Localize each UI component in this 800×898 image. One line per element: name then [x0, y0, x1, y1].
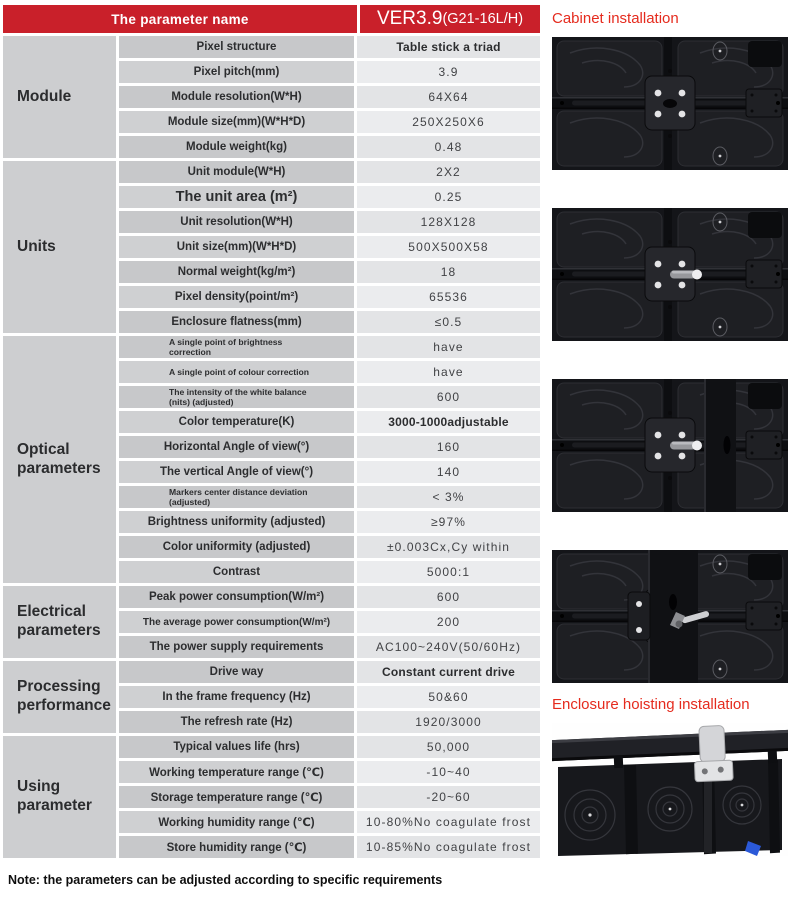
param-label: Color uniformity (adjusted) [119, 536, 354, 558]
table-row [119, 661, 540, 683]
param-value: ≥97% [357, 511, 540, 533]
table-row [119, 511, 540, 533]
table-row [119, 61, 540, 83]
table-row [119, 736, 540, 758]
section-optical-parameters [3, 336, 540, 583]
param-value: 1920/3000 [357, 711, 540, 733]
installation-panel [552, 10, 788, 894]
table-row [119, 286, 540, 308]
param-label: In the frame frequency (Hz) [119, 686, 354, 708]
table-row [119, 836, 540, 858]
table-row [119, 186, 540, 208]
param-label: Pixel structure [119, 36, 354, 58]
table-row [119, 536, 540, 558]
param-label: Unit size(mm)(W*H*D) [119, 236, 354, 258]
table-row [119, 761, 540, 783]
header-parameter-name: The parameter name [3, 5, 357, 33]
table-row [119, 436, 540, 458]
section-processing-performance [3, 661, 540, 733]
param-value: -20~60 [357, 786, 540, 808]
table-row [119, 261, 540, 283]
param-value: 128X128 [357, 211, 540, 233]
param-label: Color temperature(K) [119, 411, 354, 433]
cabinet-photo-1 [552, 37, 788, 170]
table-row [119, 811, 540, 833]
param-value: 5000:1 [357, 561, 540, 583]
param-value: 0.25 [357, 186, 540, 208]
param-value: 500X500X58 [357, 236, 540, 258]
category-label: Module [3, 36, 116, 158]
cabinet-photo-4 [552, 550, 788, 683]
table-row [119, 311, 540, 333]
param-value: 600 [357, 586, 540, 608]
header-model [360, 5, 540, 33]
category-label: Electrical parameters [3, 586, 116, 658]
param-value: 2X2 [357, 161, 540, 183]
table-row [119, 486, 540, 508]
param-label: The refresh rate (Hz) [119, 711, 354, 733]
param-label: Storage temperature range (℃) [119, 786, 354, 808]
param-label: Unit module(W*H) [119, 161, 354, 183]
param-label: Pixel pitch(mm) [119, 61, 354, 83]
param-value: 3.9 [357, 61, 540, 83]
category-label: Optical parameters [3, 336, 116, 583]
param-value: ≤0.5 [357, 311, 540, 333]
cabinet-installation-title: Cabinet installation [552, 10, 679, 27]
param-value: have [357, 336, 540, 358]
param-label: The average power consumption(W/m²) [119, 611, 354, 633]
table-row [119, 636, 540, 658]
table-row [119, 411, 540, 433]
param-value: 10-85%No coagulate frost [357, 836, 540, 858]
param-label: Drive way [119, 661, 354, 683]
model-version: VER3.9 [376, 8, 443, 29]
param-label: Contrast [119, 561, 354, 583]
param-label: Peak power consumption(W/m²) [119, 586, 354, 608]
section-units [3, 161, 540, 333]
table-row [119, 361, 540, 383]
table-row [119, 36, 540, 58]
spec-table [3, 5, 540, 887]
param-label: Enclosure flatness(mm) [119, 311, 354, 333]
param-label: Pixel density(point/m²) [119, 286, 354, 308]
table-row [119, 786, 540, 808]
table-row [119, 236, 540, 258]
table-row [119, 211, 540, 233]
table-body [3, 36, 540, 858]
table-row [119, 161, 540, 183]
model-code: (G21-16L/H) [442, 11, 524, 27]
table-row [119, 711, 540, 733]
section-electrical-parameters [3, 586, 540, 658]
table-row [119, 111, 540, 133]
param-label: Working temperature range (℃) [119, 761, 354, 783]
param-label: Store humidity range (℃) [119, 836, 354, 858]
table-row [119, 586, 540, 608]
param-value: Constant current drive [357, 661, 540, 683]
table-header [3, 5, 540, 33]
section-module [3, 36, 540, 158]
hoisting-photo [552, 723, 788, 856]
param-value: < 3% [357, 486, 540, 508]
param-label: Normal weight(kg/m²) [119, 261, 354, 283]
param-label: The power supply requirements [119, 636, 354, 658]
table-row [119, 686, 540, 708]
category-label: Units [3, 161, 116, 333]
cabinet-photo-2 [552, 208, 788, 341]
section-using-parameter [3, 736, 540, 858]
param-label: A single point of brightness correction [119, 336, 354, 358]
param-label: Unit resolution(W*H) [119, 211, 354, 233]
param-value: 18 [357, 261, 540, 283]
param-label: The intensity of the white balance (nits) (adjusted) [119, 386, 354, 408]
param-label: Module weight(kg) [119, 136, 354, 158]
param-value: 50,000 [357, 736, 540, 758]
param-label: The unit area (m²) [119, 186, 354, 208]
footnote: Note: the parameters can be adjusted according to specific requirements [8, 873, 443, 887]
param-label: A single point of colour correction [119, 361, 354, 383]
param-label: The vertical Angle of view(°) [119, 461, 354, 483]
param-value: ±0.003Cx,Cy within [357, 536, 540, 558]
param-label: Horizontal Angle of view(°) [119, 436, 354, 458]
category-label: Using parameter [3, 736, 116, 858]
param-value: 64X64 [357, 86, 540, 108]
table-row [119, 86, 540, 108]
param-value: 10-80%No coagulate frost [357, 811, 540, 833]
param-value: 3000-1000adjustable [357, 411, 540, 433]
param-label: Module resolution(W*H) [119, 86, 354, 108]
table-row [119, 611, 540, 633]
param-value: 140 [357, 461, 540, 483]
param-value: 600 [357, 386, 540, 408]
table-row [119, 136, 540, 158]
param-label: Typical values life (hrs) [119, 736, 354, 758]
param-value: 160 [357, 436, 540, 458]
table-row [119, 461, 540, 483]
param-value: 0.48 [357, 136, 540, 158]
hoisting-installation-title: Enclosure hoisting installation [552, 696, 750, 713]
param-label: Module size(mm)(W*H*D) [119, 111, 354, 133]
param-value: have [357, 361, 540, 383]
param-value: 200 [357, 611, 540, 633]
param-label: Brightness uniformity (adjusted) [119, 511, 354, 533]
param-value: 250X250X6 [357, 111, 540, 133]
param-value: 65536 [357, 286, 540, 308]
param-value: -10~40 [357, 761, 540, 783]
param-label: Markers center distance deviation (adjusted) [119, 486, 354, 508]
param-value: Table stick a triad [357, 36, 540, 58]
param-value: 50&60 [357, 686, 540, 708]
param-label: Working humidity range (℃) [119, 811, 354, 833]
table-row [119, 386, 540, 408]
table-row [119, 336, 540, 358]
category-label: Processing performance [3, 661, 116, 733]
cabinet-photo-3 [552, 379, 788, 512]
param-value: AC100~240V(50/60Hz) [357, 636, 540, 658]
table-row [119, 561, 540, 583]
